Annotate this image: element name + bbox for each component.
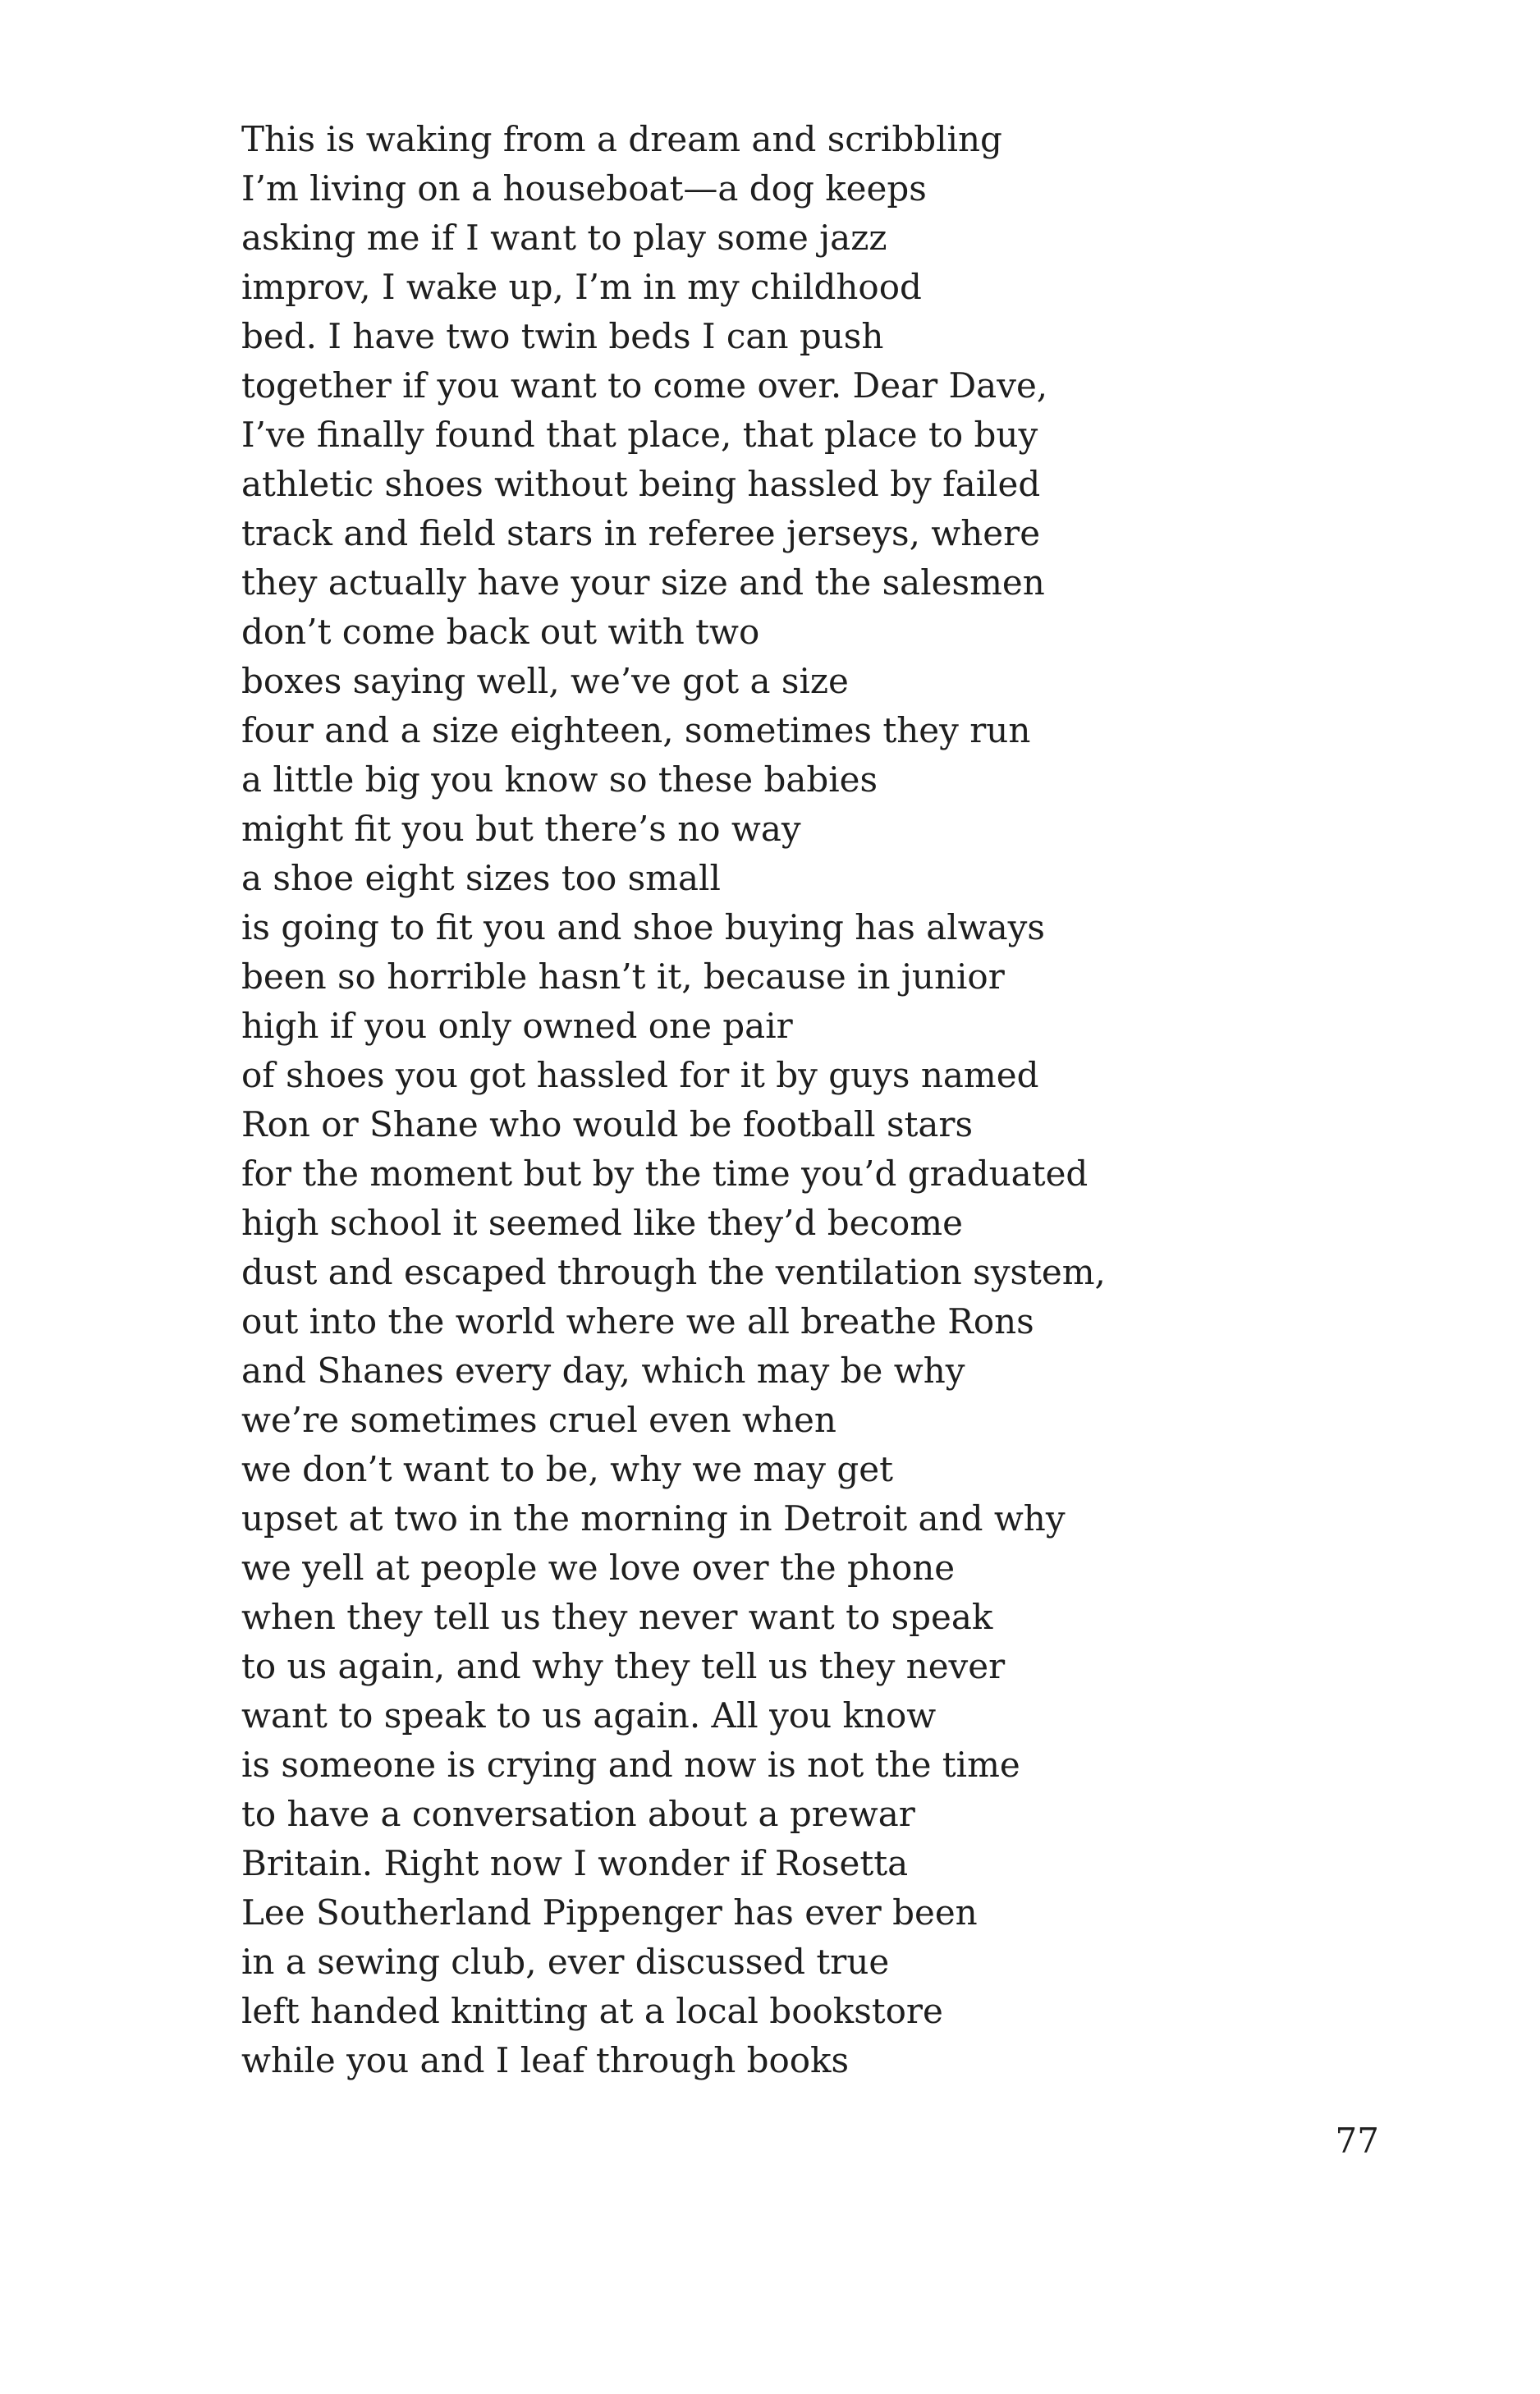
poem-line: Ron or Shane who would be football stars — [241, 1104, 974, 1144]
poem-line: to have a conversation about a prewar — [241, 1794, 915, 1834]
poem-line: they actually have your size and the salesmen — [241, 562, 1045, 603]
poem-line: athletic shoes without being hassled by failed — [241, 464, 1041, 504]
poem-line: might fit you but there’s no way — [241, 809, 801, 849]
poem-line: we don’t want to be, why we may get — [241, 1449, 893, 1489]
poem-line: a shoe eight sizes too small — [241, 858, 721, 898]
poem-line: don’t come back out with two — [241, 612, 760, 652]
poem-line: high if you only owned one pair — [241, 1006, 793, 1046]
poem-line: when they tell us they never want to speak — [241, 1597, 993, 1637]
poem-line: dust and escaped through the ventilation system, — [241, 1252, 1106, 1292]
poem-line: I’m living on a houseboat—a dog keeps — [241, 168, 927, 209]
poem-line: left handed knitting at a local bookstore — [241, 1991, 943, 2031]
poem-line: improv, I wake up, I’m in my childhood — [241, 267, 922, 307]
poem-line: of shoes you got hassled for it by guys named — [241, 1055, 1039, 1095]
poem-line: a little big you know so these babies — [241, 759, 878, 800]
poem-line: is going to fit you and shoe buying has always — [241, 907, 1045, 947]
poem-line: together if you want to come over. Dear Dave, — [241, 365, 1048, 406]
poem-line: asking me if I want to play some jazz — [241, 218, 887, 258]
poem-line: four and a size eighteen, sometimes they run — [241, 710, 1031, 750]
poem-line: to us again, and why they tell us they never — [241, 1646, 1006, 1686]
poem-line: in a sewing club, ever discussed true — [241, 1942, 890, 1982]
poem-line: we yell at people we love over the phone — [241, 1548, 956, 1588]
poem-line: high school it seemed like they’d become — [241, 1203, 963, 1243]
page-number: 77 — [1335, 2121, 1379, 2161]
poem-line: we’re sometimes cruel even when — [241, 1400, 836, 1440]
poem-line: Lee Southerland Pippenger has ever been — [241, 1892, 978, 1933]
poem-line: This is waking from a dream and scribbling — [241, 119, 1002, 159]
poem-line: for the moment but by the time you’d graduated — [241, 1153, 1089, 1194]
poem-line: Britain. Right now I wonder if Rosetta — [241, 1843, 909, 1883]
poem-line: want to speak to us again. All you know — [241, 1695, 937, 1736]
poem-line: boxes saying well, we’ve got a size — [241, 661, 849, 701]
poem-line: while you and I leaf through books — [241, 2040, 850, 2080]
poem-line: bed. I have two twin beds I can push — [241, 316, 884, 356]
poem-line: and Shanes every day, which may be why — [241, 1351, 965, 1391]
poem-line: track and field stars in referee jerseys, where — [241, 513, 1041, 553]
poem-line: upset at two in the morning in Detroit and why — [241, 1498, 1066, 1539]
poem-line: is someone is crying and now is not the time — [241, 1745, 1020, 1785]
poem-line: been so horrible hasn’t it, because in junior — [241, 956, 1005, 997]
poem-text — [241, 115, 1341, 2085]
poem-line: out into the world where we all breathe Rons — [241, 1301, 1034, 1341]
poem-line: I’ve finally found that place, that place to buy — [241, 415, 1038, 455]
